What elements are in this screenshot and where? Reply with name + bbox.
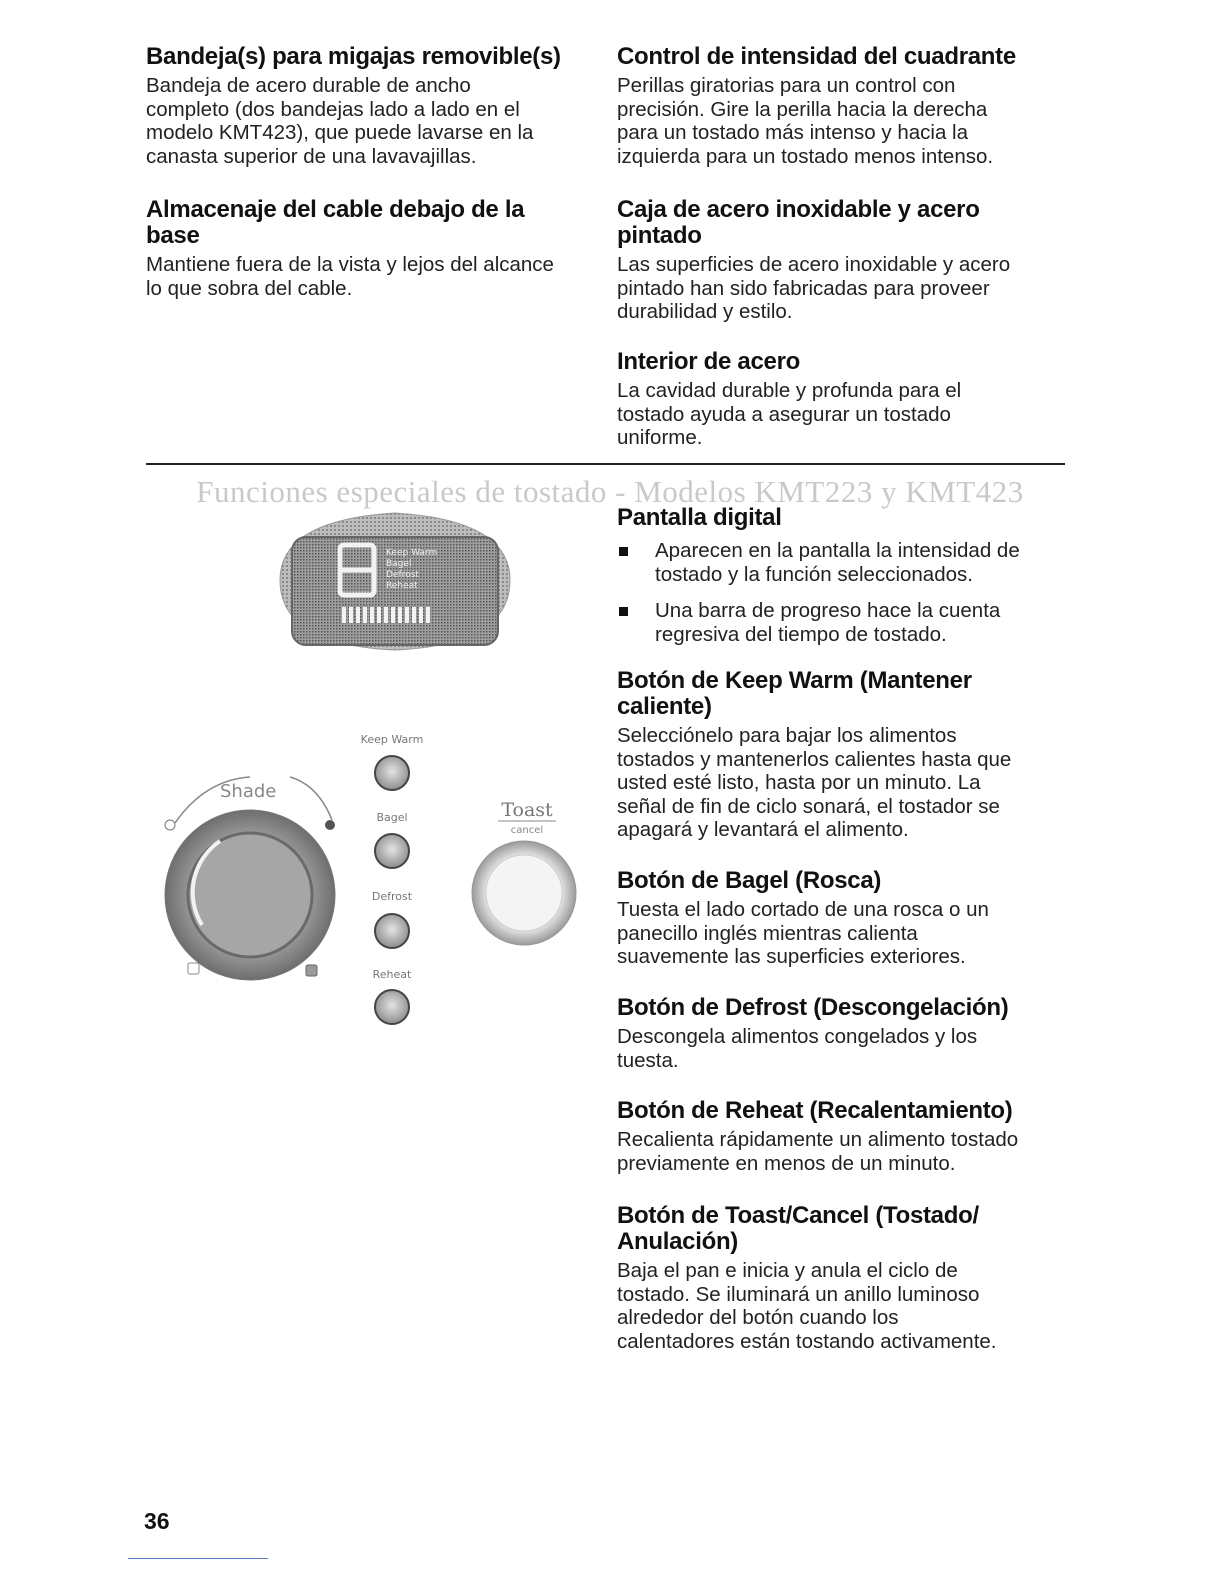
feature-body: Baja el pan e inicia y anula el ciclo de tostado. Se iluminará un anillo luminoso alrededor del botón cuando los calentadores están tostando activamente.	[617, 1259, 997, 1353]
section-body: Mantiene fuera de la vista y lejos del alcance lo que sobra del cable.	[146, 253, 554, 300]
digital-display-illustration	[270, 505, 520, 655]
shade-label: Shade	[220, 781, 277, 802]
feature-body: Recalienta rápidamente un alimento tostado previamente en menos de un minuto.	[617, 1128, 1019, 1175]
section-body: La cavidad durable y profunda para el tostado ayuda a asegurar un tostado uniforme.	[617, 379, 962, 449]
section-body: Perillas giratorias para un control con precisión. Gire la perilla hacia la derecha para un tostado más intenso y hacia la izquierda para un tostado menos intenso.	[617, 74, 994, 168]
high-shade-icon	[306, 965, 317, 976]
feature-heading: Botón de Toast/Cancel (Tostado/ Anulación)	[617, 1202, 979, 1255]
light-shade-dot	[165, 820, 175, 830]
footer-line	[128, 1558, 268, 1559]
reheat-button[interactable]	[375, 990, 409, 1024]
feature-defrost	[617, 995, 1067, 1072]
section-shade-control	[617, 44, 1067, 168]
feature-bullets	[617, 539, 1067, 647]
page-number: 36	[144, 1508, 170, 1534]
feature-heading: Botón de Reheat (Recalentamiento)	[617, 1097, 1013, 1124]
divider-rule	[146, 463, 1065, 465]
keep-warm-button[interactable]	[375, 756, 409, 790]
feature-body: Selecciónelo para bajar los alimentos tostados y mantenerlos calientes hasta que usted esté listo, hasta por un minuto. La señal de fin de ciclo sonará, el tostador se apagará y levantará el alimento.	[617, 724, 1012, 841]
bagel-button[interactable]	[375, 834, 409, 868]
section-heading: Caja de acero inoxidable y acero pintado	[617, 196, 980, 249]
bullet-item: Una barra de progreso hace la cuenta regresiva del tiempo de tostado.	[617, 599, 1067, 647]
section-steel-housing	[617, 197, 1067, 324]
defrost-label: Defrost	[371, 890, 413, 903]
section-body: Bandeja de acero durable de ancho completo (dos bandejas lado a lado en el modelo KMT423), que puede lavarse en la canasta superior de una lavavajillas.	[146, 74, 534, 168]
feature-body: Tuesta el lado cortado de una rosca o un panecillo inglés mientras calienta suavemente las superficies exteriores.	[617, 898, 989, 968]
section-body: Las superficies de acero inoxidable y acero pintado han sido fabricadas para proveer durabilidad y estilo.	[617, 253, 1011, 323]
keep-warm-label: Keep Warm	[360, 733, 424, 746]
section-banner: Funciones especiales de tostado - Modelos KMT223 y KMT423	[196, 474, 1024, 509]
section-steel-interior	[617, 349, 1067, 450]
section-crumb-tray	[146, 44, 596, 168]
reheat-label: Reheat	[372, 968, 412, 981]
feature-keep-warm	[617, 668, 1067, 842]
section-heading: Interior de acero	[617, 348, 800, 375]
feature-toast-cancel	[617, 1203, 1067, 1353]
feature-heading: Botón de Bagel (Rosca)	[617, 867, 882, 894]
section-cord-storage	[146, 197, 596, 300]
feature-digital-display	[617, 505, 1067, 659]
control-panel-illustration	[150, 725, 590, 1045]
section-heading: Bandeja(s) para migajas removible(s)	[146, 43, 561, 70]
defrost-button[interactable]	[375, 914, 409, 948]
feature-bagel	[617, 868, 1067, 969]
low-shade-icon	[188, 963, 199, 974]
feature-body: Descongela alimentos congelados y los tuesta.	[617, 1025, 978, 1072]
display-label: Keep Warm	[386, 548, 438, 558]
toast-label: Toast	[501, 799, 553, 821]
section-heading: Control de intensidad del cuadrante	[617, 43, 1016, 70]
display-label: Defrost	[386, 570, 419, 580]
bullet-item: Aparecen en la pantalla la intensidad de tostado y la función seleccionados.	[617, 539, 1067, 587]
bagel-label: Bagel	[376, 811, 408, 824]
cancel-label: cancel	[510, 825, 544, 836]
display-label: Reheat	[386, 581, 418, 591]
feature-heading: Botón de Keep Warm (Mantener caliente)	[617, 667, 972, 720]
section-heading: Almacenaje del cable debajo de la base	[146, 196, 525, 249]
feature-reheat	[617, 1098, 1067, 1175]
dark-shade-dot	[325, 820, 335, 830]
feature-heading: Botón de Defrost (Descongelación)	[617, 994, 1009, 1021]
display-label: Bagel	[386, 559, 412, 569]
feature-heading: Pantalla digital	[617, 504, 782, 531]
